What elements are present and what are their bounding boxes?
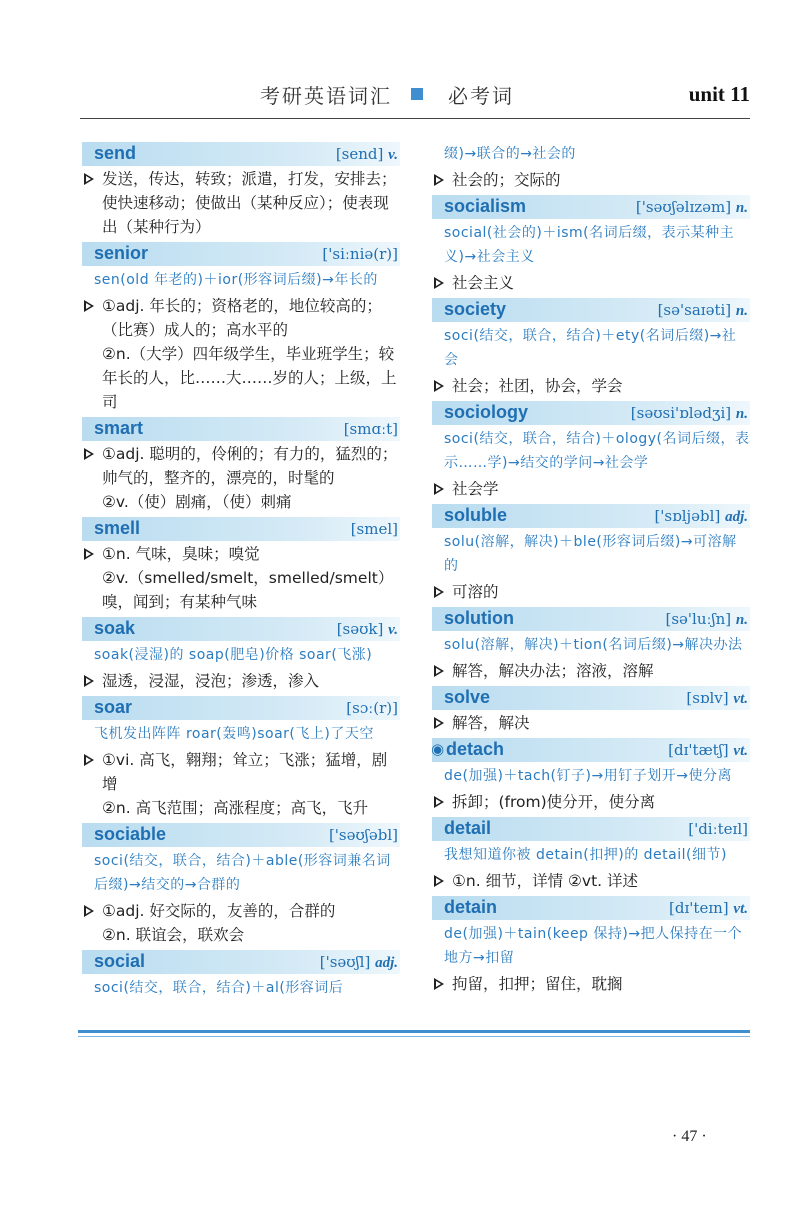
definition-triangle-icon (84, 754, 94, 766)
definition-triangle-icon (434, 665, 444, 677)
definition (432, 580, 750, 604)
definition-line: 拘留，扣押；留住，耽搁 (452, 975, 623, 993)
definition-triangle-icon (434, 586, 444, 598)
entry-head (82, 417, 400, 441)
phonetic (351, 520, 398, 538)
phonetic-text: [sə'luːʃn] (665, 610, 732, 628)
entry-head (432, 686, 750, 710)
phonetic-text: ['siːniə(r)] (322, 245, 398, 263)
definition (432, 374, 750, 398)
definition-line: ②v.（smelled/smelt，smelled/smelt）嗅，闻到；有某种气味 (102, 569, 394, 611)
part-of-speech: vt. (733, 901, 748, 917)
phonetic-text: [smɑːt] (343, 420, 398, 438)
definition (432, 659, 750, 683)
entry-head (432, 504, 750, 528)
headword: sociable (94, 824, 167, 844)
phonetic (688, 820, 748, 838)
phonetic-text: ['səʊʃəbl] (328, 826, 398, 844)
headword: socialism (444, 196, 527, 216)
headword: detain (444, 897, 498, 917)
phonetic (346, 699, 398, 717)
definition (82, 442, 400, 514)
definition (82, 167, 400, 239)
definition (82, 669, 400, 693)
headword: solution (444, 608, 514, 628)
definition-line: 可溶的 (452, 583, 499, 601)
phonetic-text: ['diːteɪl] (688, 820, 748, 838)
etymology: de(加强)＋tain(keep 保持)→把人保持在一个地方→扣留 (444, 926, 743, 966)
headword: social (94, 951, 146, 971)
definition-triangle-icon (84, 300, 94, 312)
definition (432, 869, 750, 893)
etymology-continuation: 缀)→联合的→社会的 (444, 146, 576, 162)
phonetic (631, 404, 748, 423)
phonetic-text: [smel] (350, 520, 398, 538)
etymology: social(社会的)＋ism(名词后缀，表示某种主义)→社会主义 (444, 225, 735, 265)
entry-head (82, 142, 400, 166)
definition-triangle-icon (434, 978, 444, 990)
definition-triangle-icon (84, 905, 94, 917)
part-of-speech: n. (735, 200, 748, 216)
footer-rule (78, 1030, 750, 1033)
phonetic (336, 145, 398, 164)
definition-triangle-icon (84, 548, 94, 560)
definition-line: 社会主义 (452, 274, 515, 292)
page-header (80, 76, 750, 116)
etymology: de(加强)＋tach(钉子)→用钉子划开→使分离 (444, 768, 732, 784)
definition-triangle-icon (434, 174, 444, 186)
headword: senior (94, 243, 149, 263)
entry-head (432, 298, 750, 322)
part-of-speech: n. (735, 303, 748, 319)
etymology: solu(溶解，解决)＋ble(形容词后缀)→可溶解的 (444, 534, 737, 574)
definition-triangle-icon (434, 380, 444, 392)
headword: soluble (444, 505, 508, 525)
part-of-speech: adj. (725, 509, 748, 525)
etymology: soci(结交，联合，结合)＋al(形容词后 (94, 980, 344, 996)
left-column (82, 140, 400, 1002)
definition (432, 477, 750, 501)
etymology: 飞机发出阵阵 roar(轰鸣)soar(飞上)了天空 (94, 726, 374, 742)
unit-label: unit 11 (688, 82, 750, 106)
part-of-speech: vt. (733, 691, 748, 707)
phonetic-text: [sə'saɪəti] (657, 301, 732, 319)
part-of-speech: n. (735, 612, 748, 628)
definition-line: ①adj. 年长的；资格老的，地位较高的；（比赛）成人的；高水平的 (102, 297, 382, 339)
right-column (432, 140, 750, 999)
headword: detail (444, 818, 492, 838)
entry-head (82, 696, 400, 720)
definition (432, 271, 750, 295)
phonetic-text: [send] (335, 145, 384, 163)
entry-head (82, 950, 400, 974)
definition-line: 社会学 (452, 480, 499, 498)
phonetic-text: [sɔː(r)] (346, 699, 398, 717)
phonetic (636, 198, 748, 217)
definition-line: 拆卸；(from)使分开，使分离 (452, 793, 656, 811)
phonetic (669, 899, 748, 918)
definition-triangle-icon (434, 717, 444, 729)
entry-head (432, 607, 750, 631)
definition-triangle-icon (84, 448, 94, 460)
definition (432, 972, 750, 996)
part-of-speech: n. (735, 406, 748, 422)
section-title: 必考词 (448, 84, 514, 108)
headword: sociology (444, 402, 529, 422)
definition-line: ①adj. 聪明的，伶俐的；有力的，猛烈的；帅气的，整齐的，漂亮的，时髦的 (102, 445, 398, 487)
entry-head (432, 738, 750, 762)
headword: soar (94, 697, 133, 717)
part-of-speech: vt. (733, 743, 748, 759)
phonetic-text: ['sɒljəbl] (654, 507, 721, 525)
entry-head (432, 401, 750, 425)
phonetic-text: ['səʊʃəlɪzəm] (635, 198, 732, 216)
etymology: soci(结交，联合，结合)＋able(形容词兼名词后缀)→结交的→合群的 (94, 853, 391, 893)
phonetic (322, 245, 398, 263)
header-square-icon (411, 88, 423, 100)
definition-line: ①vi. 高飞，翱翔；耸立；飞涨；猛增，剧增 (102, 751, 388, 793)
definition-triangle-icon (434, 277, 444, 289)
entry-head (432, 896, 750, 920)
definition-line: 解答，解决办法；溶液，溶解 (452, 662, 654, 680)
etymology: solu(溶解，解决)＋tion(名词后缀)→解决办法 (444, 637, 743, 653)
definition-triangle-icon (84, 675, 94, 687)
phonetic (344, 420, 398, 438)
definition-line: ①n. 细节，详情 ②vt. 详述 (452, 872, 639, 890)
definition-line: ①n. 气味，臭味；嗅觉 (102, 545, 260, 563)
headword: soak (94, 618, 136, 638)
definition-triangle-icon (434, 483, 444, 495)
phonetic (668, 741, 748, 760)
entry-head (82, 617, 400, 641)
headword: detach (446, 739, 505, 759)
entry-head (82, 823, 400, 847)
etymology: 我想知道你被 detain(扣押)的 detail(细节) (444, 847, 727, 863)
definition (432, 711, 750, 735)
definition-line: 社会；社团，协会，学会 (452, 377, 623, 395)
definition-line: 社会的；交际的 (452, 171, 561, 189)
phonetic-text: [dɪ'tætʃ] (668, 741, 729, 759)
definition (432, 168, 750, 192)
definition-line: ②v.（使）剧痛，（使）刺痛 (102, 493, 292, 511)
phonetic-text: [səʊsi'ɒlədʒi] (630, 404, 732, 422)
headword: solve (444, 687, 491, 707)
part-of-speech: v. (388, 622, 398, 638)
headword: send (94, 143, 137, 163)
etymology: soci(结交，联合，结合)＋ety(名词后缀)→社会 (444, 328, 737, 368)
definition-line: ②n. 高飞范围；高涨程度；高飞，飞升 (102, 799, 369, 817)
phonetic-text: ['səʊʃl] (319, 953, 371, 971)
definition-line: ②n.（大学）四年级学生，毕业班学生；较年长的人，比……大……岁的人；上级，上司 (102, 345, 397, 411)
footer-rule-thin (78, 1036, 750, 1037)
definition (82, 748, 400, 820)
etymology: soak(浸湿)的 soap(肥皂)价格 soar(飞涨) (94, 647, 373, 663)
phonetic (665, 610, 748, 629)
definition (82, 294, 400, 414)
phonetic (329, 826, 398, 844)
phonetic (654, 507, 748, 526)
phonetic (337, 620, 398, 639)
definition-line: ②n. 联谊会，联欢会 (102, 926, 245, 944)
part-of-speech: adj. (375, 955, 398, 971)
definition-triangle-icon (434, 796, 444, 808)
headword: smell (94, 518, 141, 538)
key-word-marker-icon: ◉ (431, 740, 445, 758)
definition-line: 湿透，浸湿，浸泡；渗透，渗入 (102, 672, 320, 690)
etymology: soci(结交，联合，结合)＋ology(名词后缀，表示……学)→结交的学问→社会学 (444, 431, 750, 471)
headword: smart (94, 418, 144, 438)
entry-head (432, 195, 750, 219)
headword: society (444, 299, 507, 319)
entry-head (432, 817, 750, 841)
entry-head (82, 517, 400, 541)
header-rule (80, 118, 750, 119)
etymology: sen(old 年老的)＋ior(形容词后缀)→年长的 (94, 272, 378, 288)
definition (82, 542, 400, 614)
phonetic-text: [səʊk] (336, 620, 384, 638)
definition (432, 790, 750, 814)
definition-line: ①adj. 好交际的，友善的，合群的 (102, 902, 336, 920)
definition-line: 发送，传达，转致；派遣，打发，安排去；使快速移动；使做出（某种反应）；使表现出（某种行为） (102, 170, 397, 236)
definition-triangle-icon (84, 173, 94, 185)
phonetic-text: [dɪ'teɪn] (669, 899, 729, 917)
page-number: · 47 · (672, 1128, 707, 1145)
definition (82, 899, 400, 947)
phonetic (686, 689, 748, 708)
entry-head (82, 242, 400, 266)
part-of-speech: v. (388, 147, 398, 163)
phonetic-text: [sɒlv] (686, 689, 729, 707)
definition-triangle-icon (434, 875, 444, 887)
definition-line: 解答，解决 (452, 714, 530, 732)
phonetic (320, 953, 398, 972)
book-title: 考研英语词汇 (260, 84, 392, 108)
phonetic (658, 301, 748, 320)
